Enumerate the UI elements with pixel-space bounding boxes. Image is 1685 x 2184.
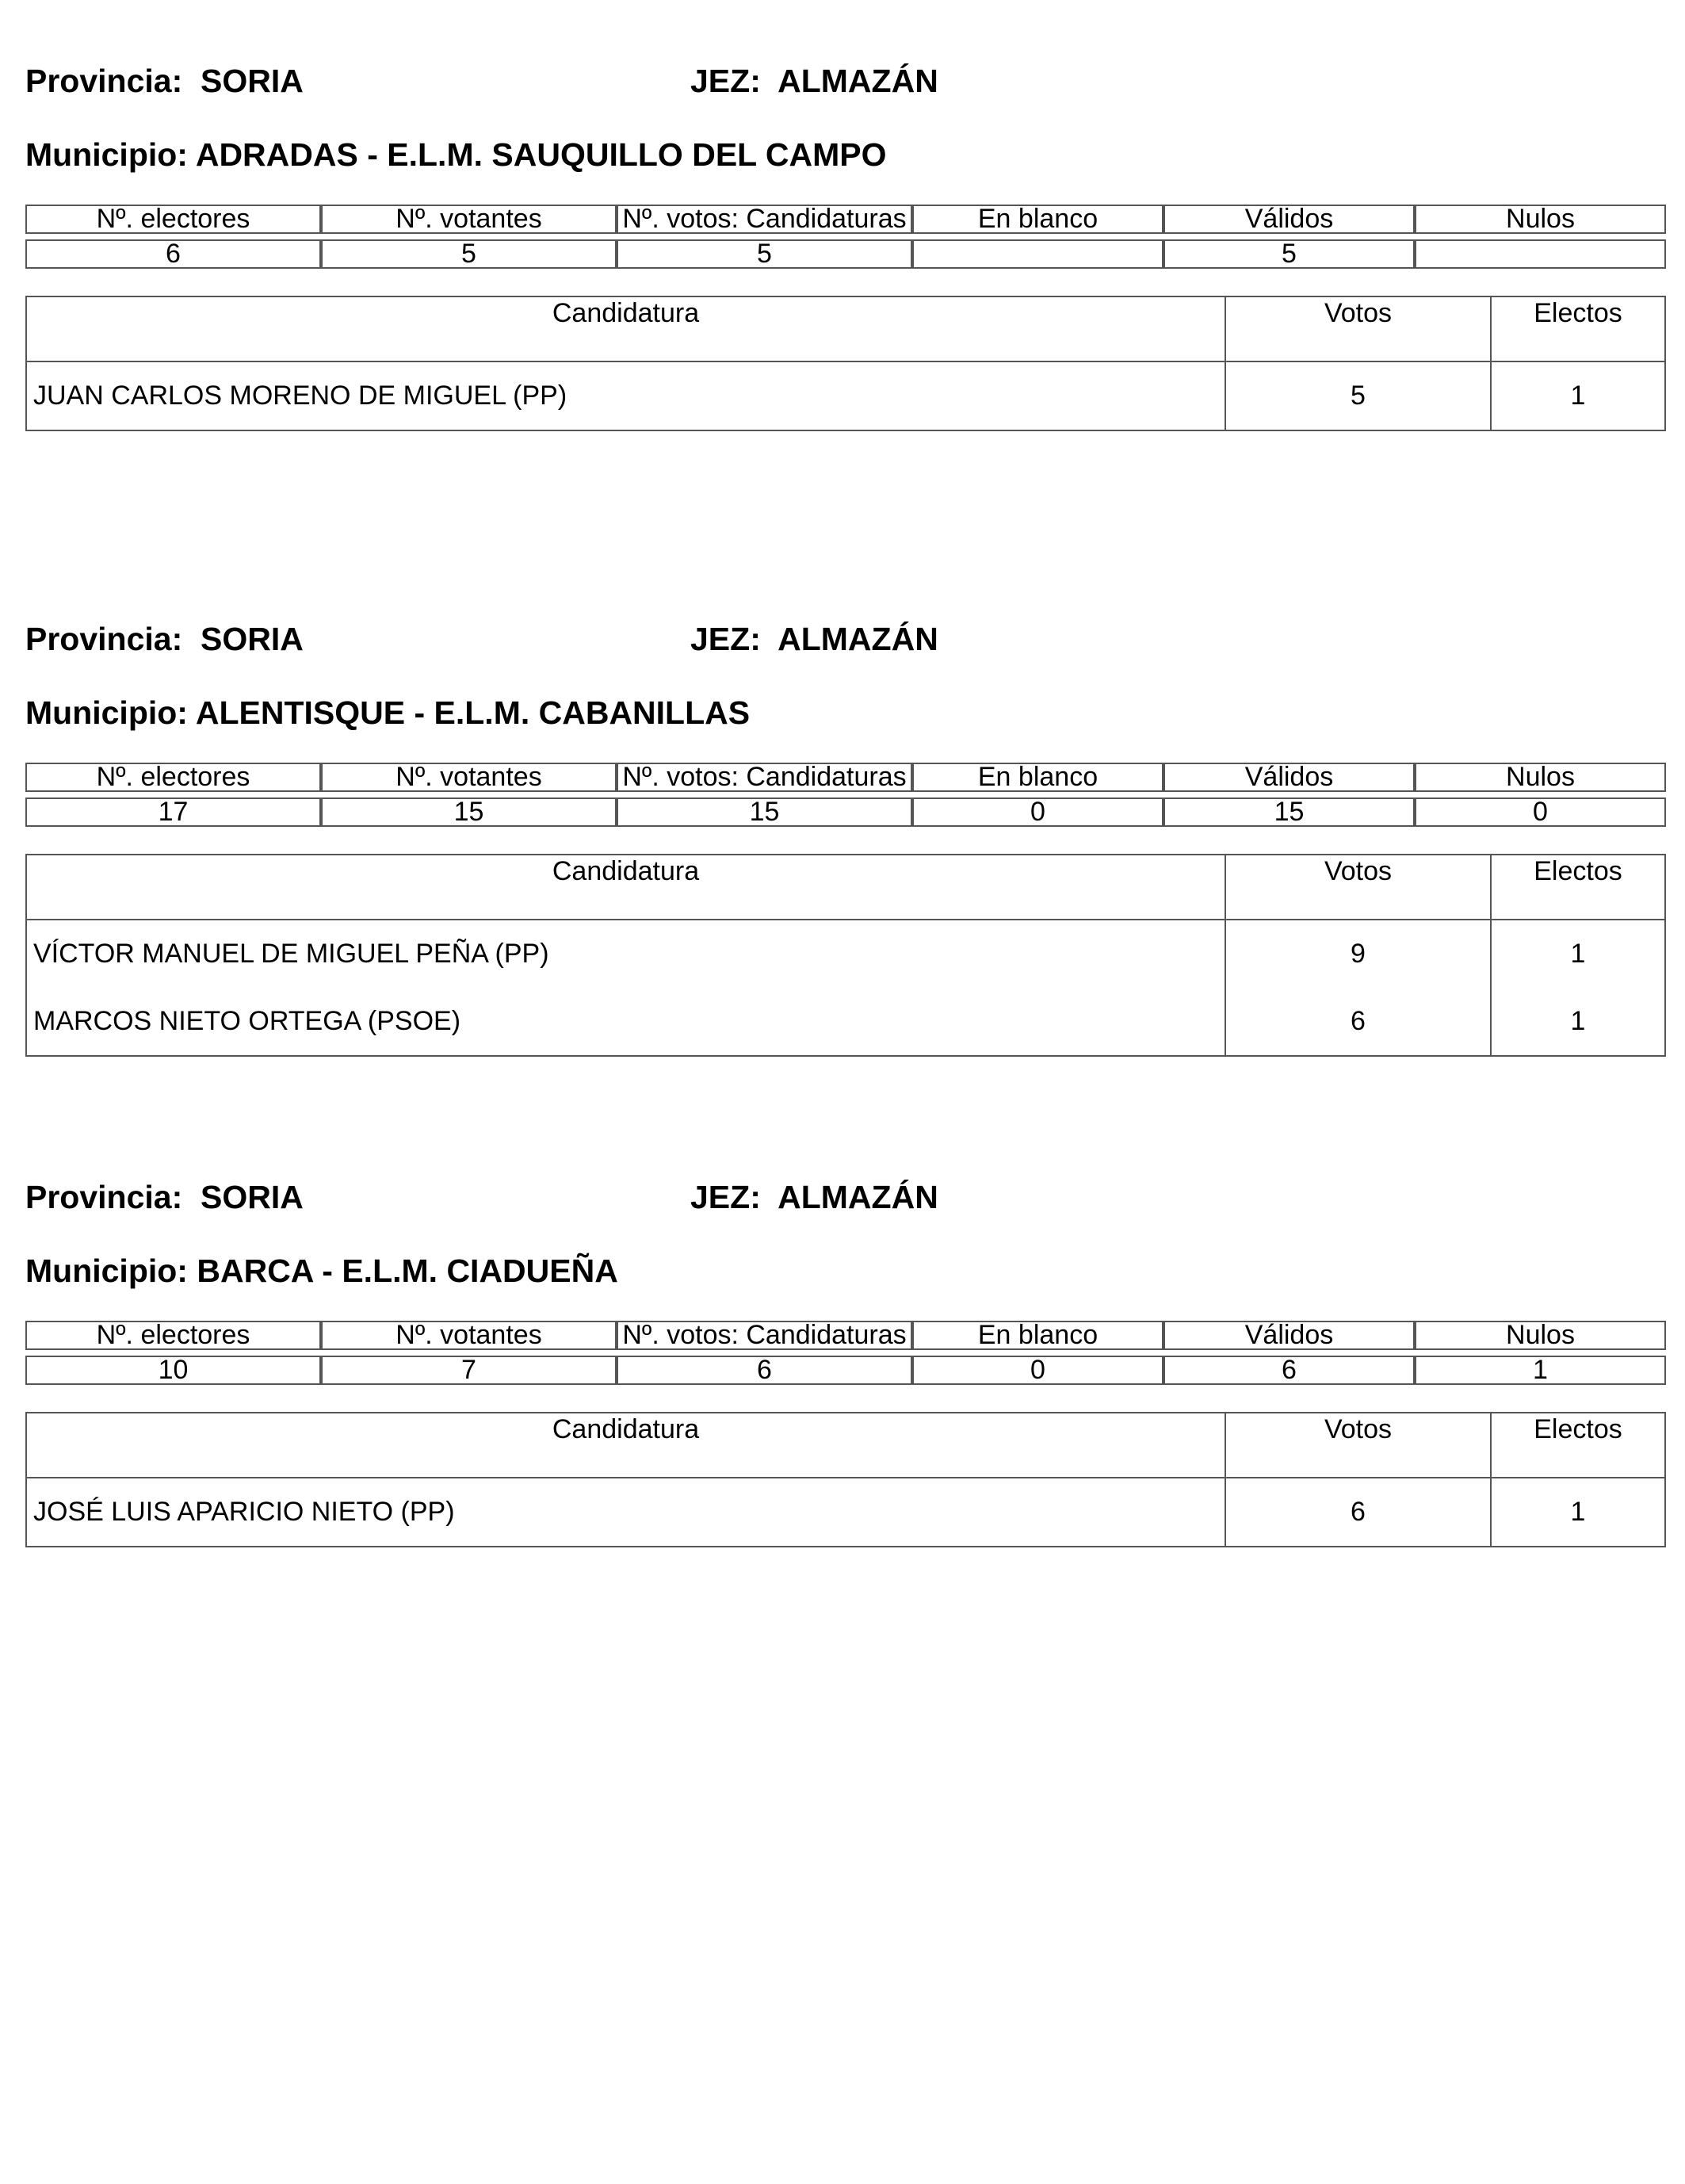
summary-header-cell: Nº. electores [25, 763, 321, 792]
summary-header-cell: Nº. votos: Candidaturas [617, 205, 912, 234]
candidate-name: VÍCTOR MANUEL DE MIGUEL PEÑA (PP) [33, 939, 549, 969]
summary-value-cell: 5 [1163, 239, 1415, 269]
summary-table [25, 1321, 1666, 1385]
summary-value-cell [1415, 239, 1666, 269]
jez-label: JEZ: [690, 63, 761, 99]
summary-header-cell: Nº. votantes [321, 763, 617, 792]
summary-header-row [25, 205, 1666, 234]
jez-value: ALMAZÁN [778, 63, 938, 99]
summary-value-cell: 6 [25, 239, 321, 269]
summary-header-cell: Nº. votos: Candidaturas [617, 1321, 912, 1350]
summary-header-cell: Nº. votos: Candidaturas [617, 763, 912, 792]
results-table [25, 854, 1666, 1057]
summary-header-cell: Válidos [1163, 1321, 1415, 1350]
provincia-line [25, 1177, 304, 1217]
votos-header: Votos [1225, 855, 1490, 919]
summary-value-cell: 0 [912, 1356, 1163, 1385]
jez-line [690, 619, 938, 659]
results-header-row [27, 855, 1664, 920]
summary-table [25, 205, 1666, 269]
summary-value-cell: 0 [1415, 797, 1666, 827]
candidate-row [27, 988, 1664, 1055]
candidatura-header: Candidatura [552, 856, 700, 886]
summary-values-row [25, 797, 1666, 827]
summary-value-cell [912, 239, 1163, 269]
provincia-label: Provincia: [25, 63, 183, 99]
provincia-value: SORIA [201, 621, 304, 657]
summary-header-cell: Nº. votantes [321, 205, 617, 234]
jez-value: ALMAZÁN [778, 1179, 938, 1215]
summary-header-row [25, 763, 1666, 792]
candidate-votos: 6 [1225, 1478, 1490, 1546]
results-table [25, 296, 1666, 431]
provincia-value: SORIA [201, 1179, 304, 1215]
candidate-votos: 6 [1225, 988, 1490, 1055]
jez-label: JEZ: [690, 621, 761, 657]
municipio-label: Municipio: [25, 1253, 188, 1289]
summary-header-cell: En blanco [912, 763, 1163, 792]
summary-values-row [25, 239, 1666, 269]
summary-value-cell: 7 [321, 1356, 617, 1385]
candidate-name: JOSÉ LUIS APARICIO NIETO (PP) [33, 1497, 455, 1527]
municipio-label: Municipio: [25, 136, 188, 173]
summary-value-cell: 1 [1415, 1356, 1666, 1385]
candidate-row [27, 1478, 1664, 1546]
electos-header: Electos [1490, 1413, 1664, 1477]
candidate-row [27, 362, 1664, 430]
municipio-label: Municipio: [25, 694, 188, 731]
candidate-electos: 1 [1490, 920, 1664, 988]
results-header-row [27, 297, 1664, 362]
summary-header-cell: Válidos [1163, 205, 1415, 234]
summary-values-row [25, 1356, 1666, 1385]
candidate-name: JUAN CARLOS MORENO DE MIGUEL (PP) [33, 381, 567, 411]
candidate-row [27, 920, 1664, 988]
votos-header: Votos [1225, 297, 1490, 361]
summary-header-cell: En blanco [912, 1321, 1163, 1350]
summary-value-cell: 6 [1163, 1356, 1415, 1385]
provincia-label: Provincia: [25, 1179, 183, 1215]
municipio-value: ADRADAS - E.L.M. SAUQUILLO DEL CAMPO [195, 136, 887, 173]
jez-line [690, 1177, 938, 1217]
candidate-electos: 1 [1490, 362, 1664, 430]
summary-value-cell: 5 [321, 239, 617, 269]
summary-value-cell: 17 [25, 797, 321, 827]
candidate-votos: 9 [1225, 920, 1490, 988]
candidate-electos: 1 [1490, 988, 1664, 1055]
municipio-value: BARCA - E.L.M. CIADUEÑA [197, 1253, 618, 1289]
summary-header-cell: Nº. votantes [321, 1321, 617, 1350]
results-header-row [27, 1413, 1664, 1478]
municipio-line [25, 135, 886, 174]
jez-line [690, 61, 938, 101]
electos-header: Electos [1490, 855, 1664, 919]
municipio-line [25, 1251, 618, 1291]
provincia-line [25, 61, 304, 101]
summary-header-cell: Nulos [1415, 1321, 1666, 1350]
summary-value-cell: 0 [912, 797, 1163, 827]
votos-header: Votos [1225, 1413, 1490, 1477]
summary-value-cell: 6 [617, 1356, 912, 1385]
summary-header-cell: Nulos [1415, 205, 1666, 234]
results-table [25, 1412, 1666, 1547]
electos-header: Electos [1490, 297, 1664, 361]
summary-value-cell: 5 [617, 239, 912, 269]
summary-value-cell: 15 [321, 797, 617, 827]
summary-header-cell: Nº. electores [25, 1321, 321, 1350]
provincia-line [25, 619, 304, 659]
municipio-value: ALENTISQUE - E.L.M. CABANILLAS [195, 694, 751, 731]
summary-value-cell: 10 [25, 1356, 321, 1385]
candidate-name: MARCOS NIETO ORTEGA (PSOE) [33, 1006, 461, 1036]
provincia-label: Provincia: [25, 621, 183, 657]
summary-table [25, 763, 1666, 827]
jez-value: ALMAZÁN [778, 621, 938, 657]
jez-label: JEZ: [690, 1179, 761, 1215]
summary-header-cell: Nulos [1415, 763, 1666, 792]
summary-header-row [25, 1321, 1666, 1350]
summary-value-cell: 15 [1163, 797, 1415, 827]
candidate-electos: 1 [1490, 1478, 1664, 1546]
municipio-line [25, 693, 750, 732]
summary-value-cell: 15 [617, 797, 912, 827]
candidatura-header: Candidatura [552, 1414, 700, 1444]
candidatura-header: Candidatura [552, 298, 700, 328]
summary-header-cell: En blanco [912, 205, 1163, 234]
summary-header-cell: Nº. electores [25, 205, 321, 234]
candidate-votos: 5 [1225, 362, 1490, 430]
summary-header-cell: Válidos [1163, 763, 1415, 792]
provincia-value: SORIA [201, 63, 304, 99]
